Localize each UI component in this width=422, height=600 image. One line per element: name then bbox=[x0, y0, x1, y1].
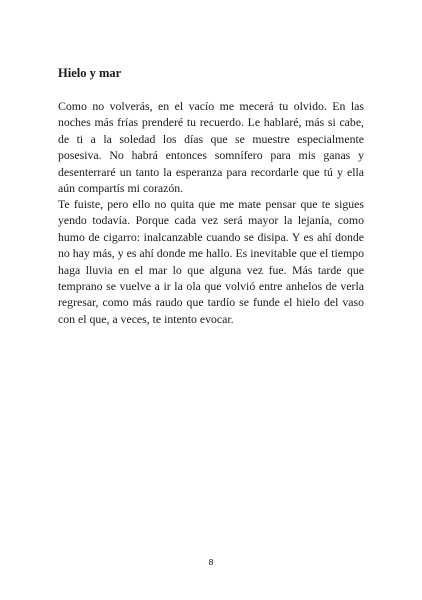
body-paragraph-2: Te fuiste, pero ello no quita que me mate pensar que te sigues yendo todavía. Porque cada vez será mayor la lejanía, como humo de cigarro: inalcanzable cuando se disipa. Y es ahí donde no hay más, y es ahí donde me hallo. Es inevitable que el tiempo haga lluvia en el mar lo que alguna vez fue. Más tarde que temprano se vuelve a ir la ola que volvió entre anhelos de verla regresar, como más raudo que tardío se funde el hielo del vaso con el que, a veces, te intento evocar. bbox=[58, 197, 364, 326]
page-number: 8 bbox=[208, 557, 214, 567]
section-title: Hielo y mar bbox=[58, 66, 122, 80]
body-paragraph-1: Como no volverás, en el vacío me mecerá tu olvido. En las noches más frías prenderé tu recuerdo. Le hablaré, más si cabe, de ti a la soledad los días que se muestre especialmente posesiva. No habrá entonces somnífero para mis ganas y desenterraré un tanto la esperanza para recordarle que tú y ella aún compartís mi corazón. bbox=[58, 99, 364, 196]
